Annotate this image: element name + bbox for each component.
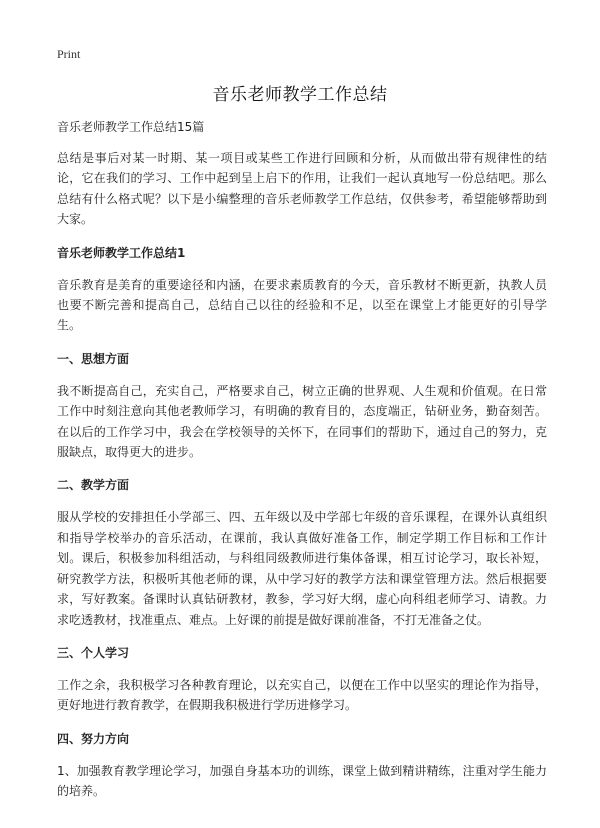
paragraph-personal-study: 工作之余，我积极学习各种教育理论，以充实自己，以便在工作中以坚实的理论作为指导，更好地进行教育教学，在假期我积极进行学历进修学习。 [57, 677, 547, 713]
section-title: 音乐老师教学工作总结1 [57, 245, 186, 260]
heading-teaching: 二、教学方面 [57, 478, 130, 493]
intro-paragraph: 总结是事后对某一时期、某一项目或某些工作进行回顾和分析，从而做出带有规律性的结论，它在我们的学习、工作中起到呈上启下的作用，让我们一起认真地写一份总结吧。那么总结有什么格式呢？以下是小编整理的音乐老师教学工作总结，仅供参考，希望能够帮助到大家。 [57, 151, 547, 227]
document-body [57, 117, 547, 815]
page-title: 音乐老师教学工作总结 [212, 85, 388, 105]
paragraph-thinking: 我不断提高自己，充实自己，严格要求自己，树立正确的世界观、人生观和价值观。在日常工作中时刻注意向其他老教师学习，有明确的教育目的，态度端正，钻研业务，勤奋刻苦。在以后的工作学习中，我会在学校领导的关怀下，在同事们的帮助下，通过自己的努力，克服缺点，取得更大的进步。 [57, 383, 547, 460]
heading-thinking: 一、思想方面 [57, 351, 130, 366]
paragraph-teaching: 服从学校的安排担任小学部三、四、五年级以及中学部七年级的音乐课程，在课外认真组织和指导学校举办的音乐活动，在课前，我认真做好准备工作，制定学期工作目标和工作计划。课后，积极参加科组活动，与科组同级教师进行集体备课，相互讨论学习，取长补短，研究教学方法，积极听其他老师的课，从中学习好的教学方法和课堂管理方法。然后根据要求，写好教案。备课时认真钻研教材，教参，学习好大纲，虚心向科组老师学习、请教。力求吃透教材，找准重点、难点。上好课的前提是做好课前准备，不打无准备之仗。 [57, 510, 547, 627]
print-link[interactable]: Print [57, 47, 81, 61]
heading-personal-study: 三、个人学习 [57, 645, 130, 660]
document-subtitle: 音乐老师教学工作总结15篇 [57, 120, 205, 134]
paragraph-direction: 1、加强教育教学理论学习，加强自身基本功的训练，课堂上做到精讲精练，注重对学生能力的培养。 [57, 763, 547, 799]
heading-direction: 四、努力方向 [57, 731, 130, 746]
section-intro-paragraph: 音乐教育是美育的重要途径和内涵，在要求素质教育的今天，音乐教材不断更新，执教人员也要不断完善和提高自己，总结自己以往的经验和不足，以至在课堂上才能更好的引导学生。 [57, 277, 547, 333]
